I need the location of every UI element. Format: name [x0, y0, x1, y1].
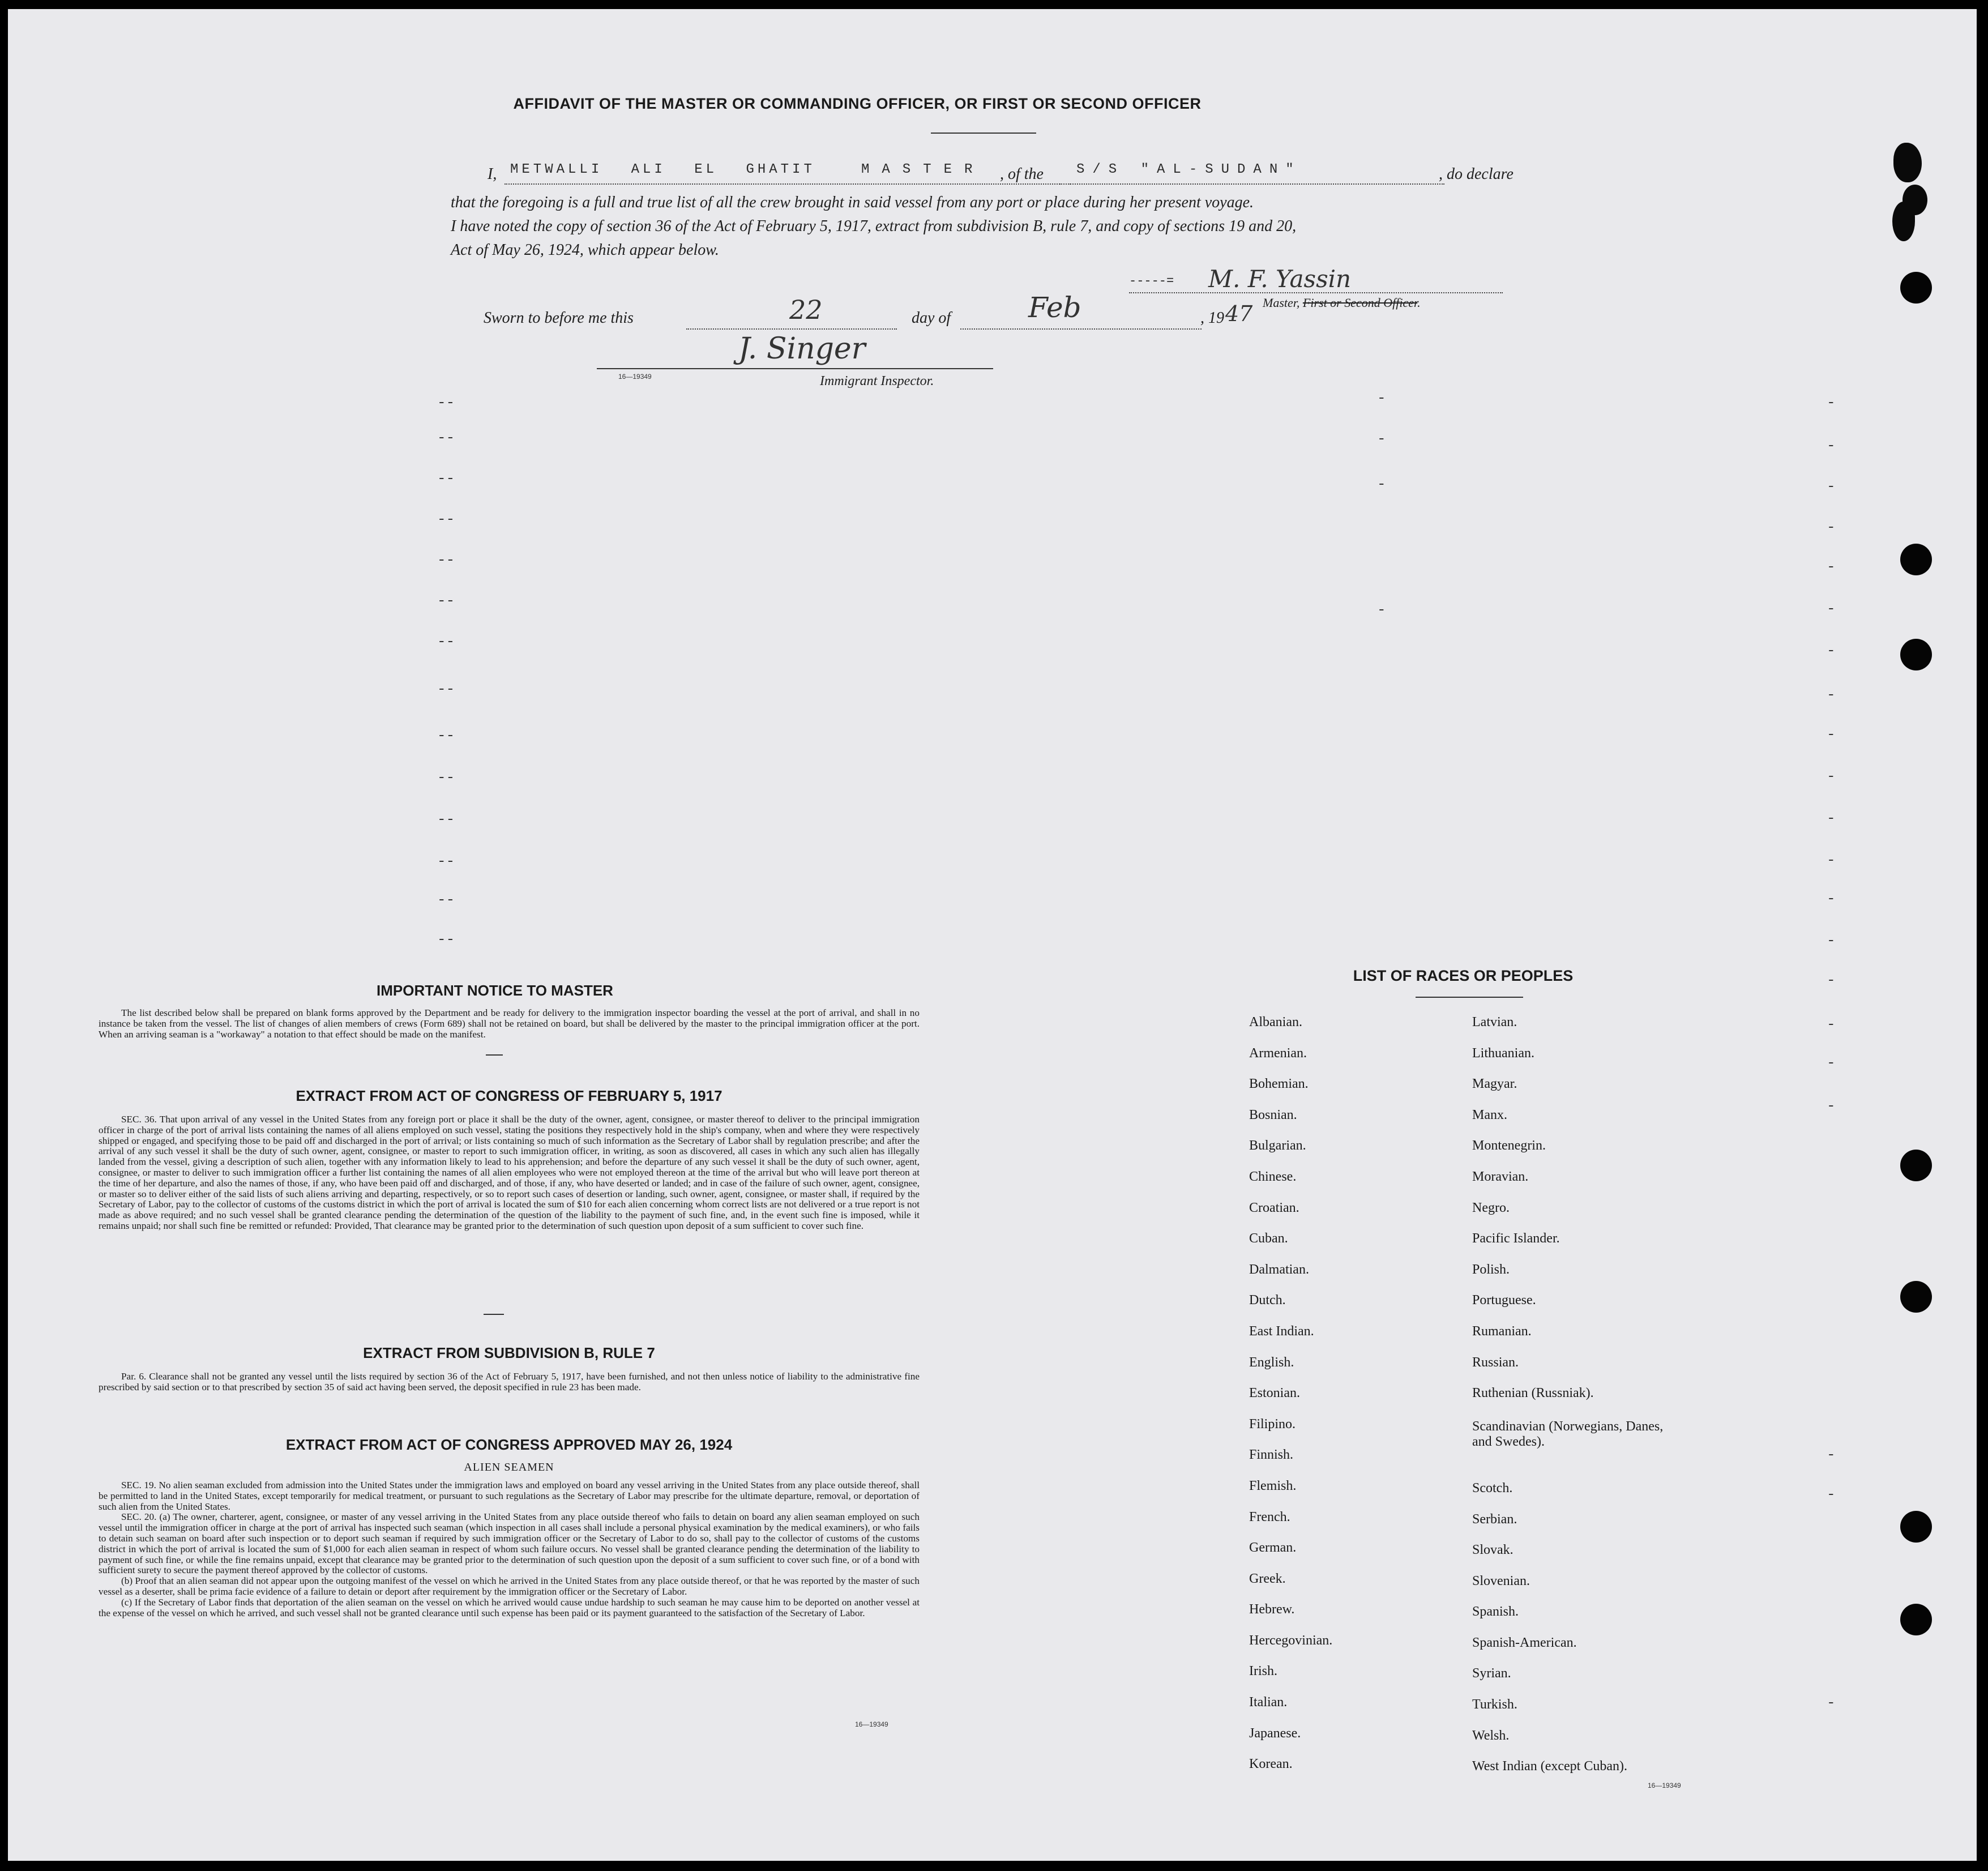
- row-marker: -: [1827, 686, 1836, 703]
- row-marker: -: [1827, 932, 1836, 949]
- master-name-typed: METWALLI ALI EL GHATIT: [510, 162, 815, 177]
- race-item: Cuban.: [1249, 1231, 1288, 1246]
- year-label: , 19: [1200, 309, 1224, 327]
- master-rank-typed: MASTER: [861, 162, 985, 177]
- race-item: Turkish.: [1472, 1697, 1517, 1712]
- of-the-label: , of the: [1000, 165, 1044, 183]
- extract-1924-heading: EXTRACT FROM ACT OF CONGRESS APPROVED MAY 26, 1924: [285, 1436, 733, 1453]
- race-item: Greek.: [1249, 1571, 1286, 1586]
- punch-hole: [1900, 1150, 1932, 1181]
- row-marker: -: [1377, 390, 1386, 407]
- row-marker: -: [1377, 601, 1386, 618]
- row-marker: --: [437, 931, 455, 948]
- i-prefix: I,: [488, 165, 497, 183]
- signature-dashes: -----=: [1129, 274, 1174, 288]
- race-item: Chinese.: [1249, 1169, 1297, 1184]
- row-marker: --: [437, 552, 455, 569]
- race-item: French.: [1249, 1509, 1290, 1524]
- year-handwritten: 47: [1225, 301, 1253, 326]
- race-item: Bohemian.: [1249, 1077, 1309, 1092]
- row-marker: -: [1827, 852, 1836, 869]
- row-marker: -: [1827, 1054, 1836, 1071]
- race-item: East Indian.: [1249, 1323, 1314, 1339]
- race-item: Scotch.: [1472, 1480, 1513, 1496]
- punch-hole: [1900, 1604, 1932, 1635]
- row-marker: -: [1827, 1694, 1836, 1711]
- inspector-signature: J. Singer: [738, 332, 866, 366]
- race-item: Dalmatian.: [1249, 1262, 1309, 1277]
- row-marker: -: [1827, 890, 1836, 907]
- row-marker: -: [1377, 430, 1386, 447]
- row-marker: --: [437, 811, 455, 828]
- race-item: Korean.: [1249, 1757, 1293, 1772]
- extract-1917-heading: EXTRACT FROM ACT OF CONGRESS OF FEBRUARY 5, 1917: [296, 1087, 722, 1104]
- row-marker: -: [1827, 1016, 1836, 1033]
- race-item: Russian.: [1472, 1355, 1519, 1370]
- race-item: Finnish.: [1249, 1447, 1294, 1463]
- row-marker: -: [1827, 600, 1836, 617]
- sec-20a-text: SEC. 20. (a) The owner, charterer, agent, consignee, or master of any vessel arriving in the United States from any place outside thereof who fails to detain on board any alien seaman employed on such vessel until the immigration officer in charge at the port of arrival has inspected such seaman (which inspection in all cases shall include a personal physical examination by the medical examiners), or who fails to detain such seaman on board after such inspection or to deport such seaman if required by such immigration officer or the Secretary of Labor to do so, shall pay to the collector of customs of the customs district in which the port of arrival is located the sum of $1,000 for each alien seaman in respect of whom such failure occurs. No vessel shall be granted clearance pending the determination of the liability to payment of such fine, or while the fine remains unpaid, except that clearance may be granted prior to the determination of such question upon the deposit of a sum sufficient to cover such fine, or of a bond with sufficient surety to secure the payment thereof approved by the collector of customs.: [99, 1511, 920, 1576]
- master-caption: Master, First or Second Officer.: [1263, 296, 1421, 310]
- race-item: Estonian.: [1249, 1386, 1300, 1401]
- races-column-1: [1249, 1015, 1464, 1788]
- race-item: Bosnian.: [1249, 1107, 1297, 1122]
- race-item: Croatian.: [1249, 1200, 1299, 1215]
- race-item: Albanian.: [1249, 1015, 1302, 1030]
- form-number-bottom-right: 16—19349: [1648, 1782, 1681, 1789]
- do-declare-label: , do declare: [1439, 165, 1514, 183]
- row-marker: -: [1827, 1097, 1836, 1114]
- sec-20b-text: (b) Proof that an alien seaman did not appear upon the outgoing manifest of the vessel on which he arrived in the United States from any place outside thereof, or that he was reported by the master of such vessel as a deserter, shall be prima facie evidence of a failure to detain or deport after requirement by the immigration officer or the Secretary of Labor.: [99, 1575, 920, 1597]
- race-item: Japanese.: [1249, 1725, 1301, 1741]
- race-item: Pacific Islander.: [1472, 1231, 1560, 1246]
- affidavit-line-2: that the foregoing is a full and true list of all the crew brought in said vessel from any port or place during her present voyage.: [451, 194, 1254, 211]
- race-item: Syrian.: [1472, 1666, 1511, 1681]
- race-item: Serbian.: [1472, 1511, 1517, 1527]
- extract-1917-text: SEC. 36. That upon arrival of any vessel in the United States from any foreign port or place it shall be the duty of the owner, agent, consignee, or master thereof to deliver to the principal immigration officer in charge of the port of arrival lists containing the names of all aliens employed on such vessel, stating the positions they respectively hold in the ship's company, when and where they were respectively shipped or engaged, and specifying those to be paid off and discharged in the port of arrival; or lists containing so much of such information as the Secretary of Labor shall by regulation prescribe; and after the arrival of any such vessel it shall be the duty of such owner, agent, consignee, or master to report to such immigration officer, in writing, as soon as discovered, all cases in which any such alien has illegally landed from the vessel, giving a description of such alien, together with any information likely to lead to his apprehension; and before the departure of any such vessel it shall be the duty of such owner, agent, consignee, or master to deliver to such immigration officer a further list containing the names of all alien employees who were not employed thereon at the time of the arrival but who will leave port thereon at the time of her departure, and also the names of those, if any, who have been paid off and discharged, and of those, if any, who have deserted or landed; and in case of the failure of such owner, agent, consignee, or master so to deliver either of the said lists of such aliens arriving and departing, respectively, or so to report such cases of desertion or landing, such owner, agent, consignee, or master shall, if required by the Secretary of Labor, pay to the collector of customs of the customs district in which the port of arrival is located the sum of $10 for each alien concerning whom correct lists are not delivered or a true report is not made as above required; and no such vessel shall be granted clearance pending the determination of the question of the liability to the payment of such fine, and, in the event such fine is imposed, while it remains unpaid; nor shall such fine be remitted or refunded: Provided, That clearance may be granted prior to the determination of such question upon deposit of a sum sufficient to cover such fine.: [99, 1114, 920, 1231]
- row-marker: --: [437, 511, 455, 528]
- vessel-name-typed: S/S "AL-SUDAN": [1076, 162, 1302, 177]
- form-number-top: 16—19349: [618, 373, 652, 381]
- row-marker: -: [1827, 972, 1836, 989]
- row-marker: --: [437, 891, 455, 908]
- row-marker: -: [1827, 437, 1836, 454]
- extract-1924-body: [99, 1480, 920, 1618]
- race-item: Irish.: [1249, 1664, 1277, 1679]
- punch-hole: [1900, 1511, 1932, 1543]
- row-marker: -: [1827, 768, 1836, 785]
- row-marker: -: [1377, 476, 1386, 493]
- document-page: [8, 9, 1977, 1861]
- ink-blot: [1893, 143, 1922, 182]
- affidavit-line-4: Act of May 26, 1924, which appear below.: [451, 241, 719, 259]
- race-item: Polish.: [1472, 1262, 1510, 1277]
- notice-heading: IMPORTANT NOTICE TO MASTER: [377, 982, 613, 999]
- race-item: English.: [1249, 1355, 1294, 1370]
- row-marker: --: [437, 470, 455, 487]
- race-item: Bulgarian.: [1249, 1138, 1306, 1154]
- extract-1924-subheading: ALIEN SEAMEN: [464, 1461, 554, 1473]
- extract-rule7-heading: EXTRACT FROM SUBDIVISION B, RULE 7: [363, 1344, 655, 1361]
- notice-text: The list described below shall be prepared on blank forms approved by the Department and be ready for delivery to the immigration inspector boarding the vessel at the port of arrival, and shall in no instance be taken from the vessel. The list of changes of alien members of crews (Form 689) shall not be retained on board, but shall be delivered by the master to the principal immigration officer at the port. When an arriving seaman is a "workaway" a notation to that effect should be made on the manifest.: [99, 1007, 920, 1040]
- affidavit-title: AFFIDAVIT OF THE MASTER OR COMMANDING OFFICER, OR FIRST OR SECOND OFFICER: [513, 95, 1202, 112]
- row-marker: --: [437, 853, 455, 870]
- race-item: Slovenian.: [1472, 1573, 1530, 1588]
- race-item: Armenian.: [1249, 1045, 1307, 1061]
- row-marker: --: [437, 394, 455, 411]
- row-marker: -: [1827, 1486, 1836, 1503]
- races-heading-rule: [1416, 997, 1523, 998]
- master-signature: M. F. Yassin: [1208, 265, 1352, 293]
- sworn-label: Sworn to before me this: [484, 309, 634, 327]
- affidavit-line-3: I have noted the copy of section 36 of the Act of February 5, 1917, extract from subdivision B, rule 7, and copy of sections 19 and 20,: [451, 217, 1297, 235]
- row-marker: -: [1827, 394, 1836, 411]
- punch-hole: [1900, 1281, 1932, 1313]
- row-marker: -: [1827, 642, 1836, 659]
- row-marker: -: [1827, 810, 1836, 827]
- row-marker: -: [1827, 558, 1836, 575]
- row-marker: -: [1827, 726, 1836, 743]
- race-item: Spanish-American.: [1472, 1635, 1577, 1650]
- races-heading: LIST OF RACES OR PEOPLES: [1353, 967, 1574, 984]
- race-item: Flemish.: [1249, 1478, 1297, 1493]
- row-marker: --: [437, 681, 455, 698]
- race-item: Scandinavian (Norwegians, Danes, and Swedes).: [1472, 1419, 1664, 1449]
- extract-1917-divider: [484, 1314, 504, 1315]
- extract-rule7-text: Par. 6. Clearance shall not be granted any vessel until the lists required by section 36 of the Act of February 5, 1917, have been furnished, and not then unless notice of liability to the administrative fine prescribed by said section or to that prescribed by section 35 of said act having been served, the deposit specified in rule 23 has been made.: [99, 1371, 920, 1392]
- race-item: Filipino.: [1249, 1416, 1296, 1432]
- race-item: Slovak.: [1472, 1543, 1514, 1558]
- race-item: Negro.: [1472, 1200, 1510, 1215]
- notice-divider: [486, 1054, 503, 1056]
- ink-blot: [1892, 202, 1915, 241]
- race-item: Welsh.: [1472, 1728, 1510, 1743]
- race-item: Moravian.: [1472, 1169, 1529, 1184]
- punch-hole: [1900, 272, 1932, 304]
- day-of-label: day of: [912, 309, 951, 327]
- race-item: Magyar.: [1472, 1077, 1517, 1092]
- row-marker: --: [437, 592, 455, 609]
- race-item: Latvian.: [1472, 1015, 1517, 1030]
- row-marker: --: [437, 727, 455, 744]
- race-item: Dutch.: [1249, 1293, 1286, 1308]
- row-marker: -: [1827, 519, 1836, 536]
- sworn-month-handwritten: Feb: [1028, 291, 1081, 324]
- race-item: Lithuanian.: [1472, 1045, 1534, 1061]
- race-item: Portuguese.: [1472, 1293, 1536, 1308]
- inspector-caption: Immigrant Inspector.: [820, 374, 934, 388]
- row-marker: --: [437, 633, 455, 650]
- race-item: Hercegovinian.: [1249, 1633, 1333, 1648]
- sworn-day-handwritten: 22: [789, 294, 823, 325]
- form-number-bottom-left: 16—19349: [855, 1720, 888, 1728]
- race-item: Italian.: [1249, 1695, 1288, 1710]
- row-marker: --: [437, 769, 455, 786]
- race-item: Hebrew.: [1249, 1602, 1295, 1617]
- races-column-2: [1472, 1015, 1710, 1790]
- race-item: Manx.: [1472, 1107, 1507, 1122]
- race-item: Montenegrin.: [1472, 1138, 1546, 1154]
- race-item: German.: [1249, 1540, 1297, 1556]
- row-marker: --: [437, 429, 455, 446]
- row-marker: -: [1827, 1446, 1836, 1463]
- row-marker: -: [1827, 478, 1836, 495]
- punch-hole: [1900, 639, 1932, 670]
- race-item: Ruthenian (Russniak).: [1472, 1386, 1594, 1401]
- race-item: West Indian (except Cuban).: [1472, 1759, 1627, 1774]
- race-item: Rumanian.: [1472, 1323, 1532, 1339]
- sec-19-text: SEC. 19. No alien seaman excluded from admission into the United States under the immigration laws and employed on board any vessel arriving in the United States from any place outside thereof, shall be permitted to land in the United States, except temporarily for medical treatment, or pursuant to such regulations as the Secretary of Labor may prescribe for the ultimate departure, removal, or deportation of such alien from the United States.: [99, 1480, 920, 1512]
- race-item: Spanish.: [1472, 1604, 1519, 1620]
- sec-20c-text: (c) If the Secretary of Labor finds that deportation of the alien seaman on the vessel on which he arrived would cause undue hardship to such seaman he may cause him to be deported on another vessel at the expense of the vessel on which he arrived, and such vessel shall not be granted clearance until such expense has been paid or its payment guaranteed to the satisfaction of the Secretary of Labor.: [99, 1596, 920, 1618]
- punch-hole: [1900, 544, 1932, 575]
